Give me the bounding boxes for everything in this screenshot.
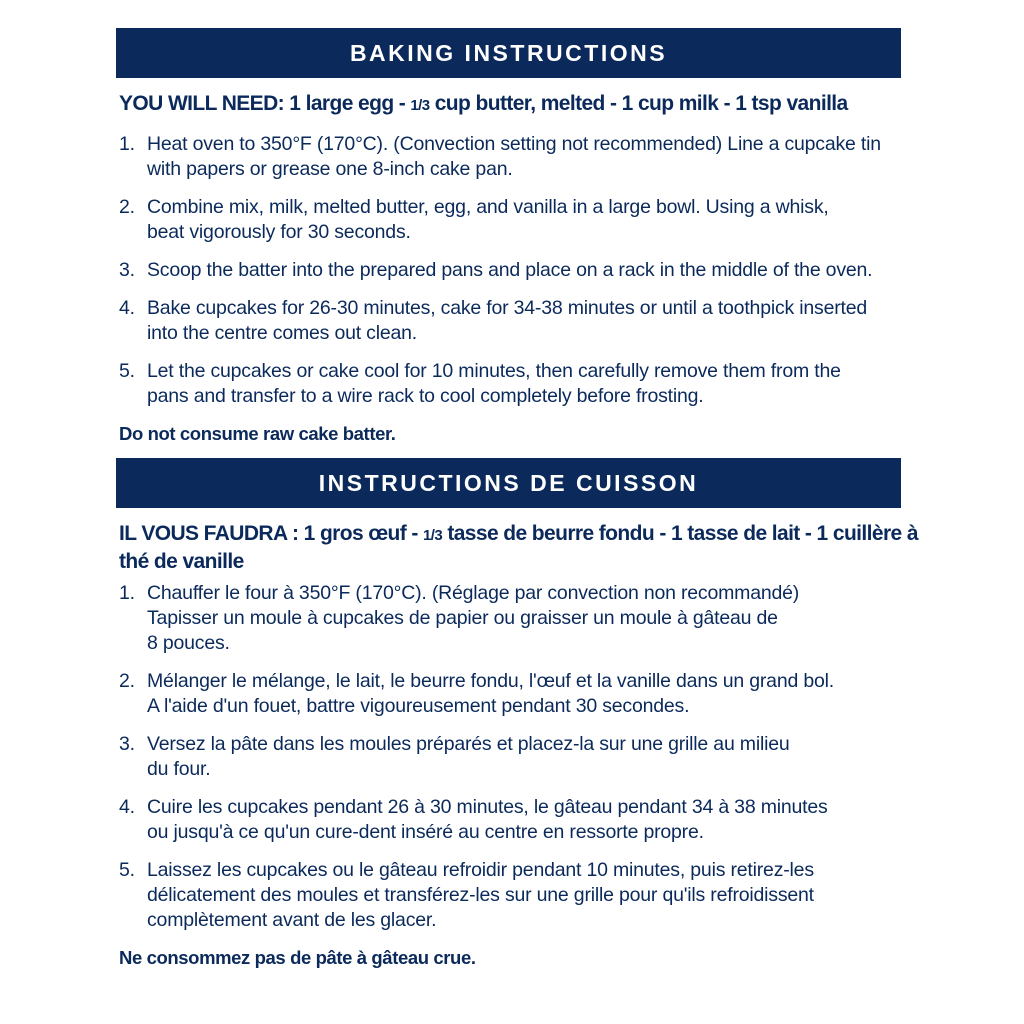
step-number: 5.	[119, 859, 135, 881]
step-item	[119, 795, 939, 845]
step-number: 4.	[119, 297, 135, 319]
step-line: Let the cupcakes or cake cool for 10 minutes, then carefully remove them from the	[147, 360, 841, 382]
english-title: BAKING INSTRUCTIONS	[349, 39, 668, 66]
step-line: Mélanger le mélange, le lait, le beurre fondu, l'œuf et la vanille dans un grand bol.	[147, 670, 834, 692]
step-line: into the centre comes out clean.	[147, 322, 418, 344]
fraction: 1/3	[410, 97, 430, 114]
fraction: 1/3	[423, 527, 443, 544]
ingredients-rest: tasse de beurre fondu - 1 tasse de lait - 1 cuillère à	[442, 522, 918, 545]
step-line: complètement avant de les glacer.	[147, 909, 437, 931]
french-ingredients	[119, 521, 939, 575]
step-number: 2.	[119, 670, 135, 692]
step-line: 8 pouces.	[147, 632, 230, 654]
french-header-banner	[116, 458, 901, 508]
step-line: beat vigorously for 30 seconds.	[147, 221, 411, 243]
step-item	[119, 195, 939, 245]
step-line: A l'aide d'un fouet, battre vigoureusement pendant 30 secondes.	[147, 695, 690, 717]
step-text	[147, 732, 790, 782]
english-warning: Do not consume raw cake batter.	[119, 423, 396, 444]
step-number: 1.	[119, 133, 135, 155]
french-section	[119, 521, 939, 970]
english-steps	[119, 132, 939, 409]
step-line: Scoop the batter into the prepared pans and place on a rack in the middle of the oven.	[147, 259, 873, 281]
step-text	[147, 669, 834, 719]
step-text	[147, 132, 881, 182]
step-text	[147, 581, 799, 656]
english-ingredients	[119, 91, 939, 119]
step-number: 3.	[119, 259, 135, 281]
ingredients-rest: cup butter, melted - 1 cup milk - 1 tsp vanilla	[429, 92, 848, 115]
english-header-banner	[116, 28, 901, 78]
step-number: 5.	[119, 360, 135, 382]
step-text	[147, 195, 829, 245]
step-number: 2.	[119, 196, 135, 218]
step-line: with papers or grease one 8-inch cake pan.	[147, 158, 513, 180]
step-line: pans and transfer to a wire rack to cool completely before frosting.	[147, 385, 704, 407]
ingredients-line2: thé de vanille	[119, 550, 244, 573]
step-text	[147, 795, 828, 845]
step-line: Tapisser un moule à cupcakes de papier ou graisser un moule à gâteau de	[147, 607, 778, 629]
english-section	[119, 91, 939, 446]
step-line: Laissez les cupcakes ou le gâteau refroidir pendant 10 minutes, puis retirez-les	[147, 859, 814, 881]
step-number: 1.	[119, 582, 135, 604]
step-text	[147, 258, 872, 283]
step-line: Chauffer le four à 350°F (170°C). (Réglage par convection non recommandé)	[147, 582, 800, 604]
step-item	[119, 359, 939, 409]
step-line: Versez la pâte dans les moules préparés et placez-la sur une grille au milieu	[147, 733, 790, 755]
step-line: délicatement des moules et transférez-les sur une grille pour qu'ils refroidissent	[147, 884, 814, 906]
step-line: Combine mix, milk, melted butter, egg, and vanilla in a large bowl. Using a whisk,	[147, 196, 829, 218]
step-text	[147, 359, 841, 409]
step-item	[119, 581, 939, 656]
step-item	[119, 258, 939, 283]
step-item	[119, 296, 939, 346]
step-text	[147, 296, 867, 346]
step-number: 3.	[119, 733, 135, 755]
step-item	[119, 132, 939, 182]
french-title: INSTRUCTIONS DE CUISSON	[318, 469, 699, 496]
step-line: ou jusqu'à ce qu'un cure-dent inséré au centre en ressorte propre.	[147, 821, 704, 843]
french-warning: Ne consommez pas de pâte à gâteau crue.	[119, 947, 476, 968]
step-number: 4.	[119, 796, 135, 818]
step-text	[147, 858, 814, 933]
ingredients-label: IL VOUS FAUDRA : 1 gros œuf -	[119, 522, 424, 545]
step-line: Cuire les cupcakes pendant 26 à 30 minutes, le gâteau pendant 34 à 38 minutes	[147, 796, 828, 818]
step-line: Heat oven to 350°F (170°C). (Convection setting not recommended) Line a cupcake tin	[147, 133, 881, 155]
step-line: du four.	[147, 758, 211, 780]
french-steps	[119, 581, 939, 933]
step-item	[119, 732, 939, 782]
ingredients-label: YOU WILL NEED: 1 large egg -	[119, 92, 411, 115]
step-item	[119, 858, 939, 933]
step-item	[119, 669, 939, 719]
step-line: Bake cupcakes for 26-30 minutes, cake for 34-38 minutes or until a toothpick inserted	[147, 297, 868, 319]
